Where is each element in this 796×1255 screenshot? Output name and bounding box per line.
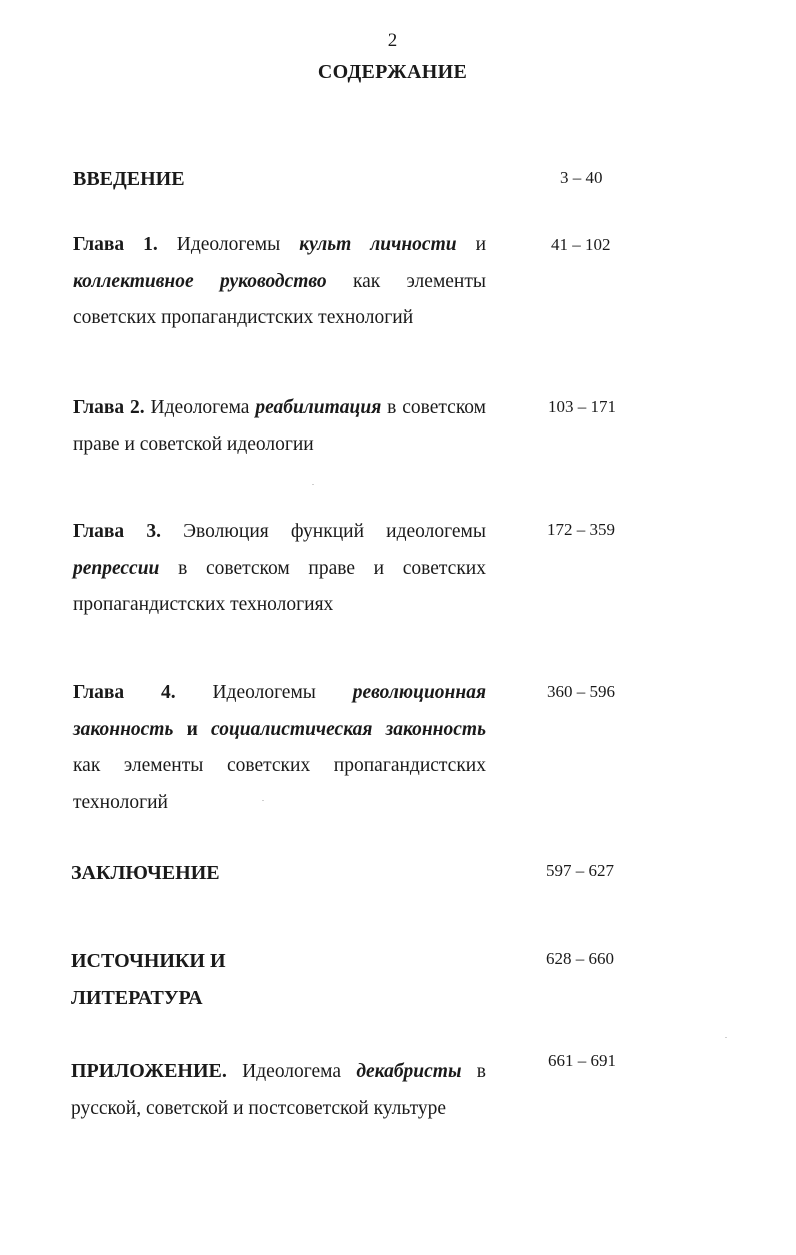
- entry-text-part: в русской, советской и постсоветской культуре: [71, 1061, 487, 1119]
- scan-speck: [725, 1037, 727, 1038]
- entry-text-part: Эволюция функций идеологемы: [183, 521, 486, 542]
- ideologeme-term: социалистическая законность: [211, 718, 486, 740]
- page-title: СОДЕРЖАНИЕ: [317, 61, 468, 83]
- toc-entry-introduction: [73, 161, 486, 199]
- entry-heading: ВВЕДЕНИЕ: [73, 168, 185, 190]
- toc-entry-chapter-1: [73, 227, 486, 337]
- ideologeme-term: репрессии: [73, 557, 160, 579]
- page-range-introduction: 3 – 40: [560, 168, 603, 187]
- entry-text-part: как элементы советских пропагандистских технологий: [73, 270, 486, 328]
- entry-heading: ЛИТЕРАТУРА: [71, 986, 203, 1009]
- ideologeme-term: декабристы: [356, 1061, 462, 1082]
- ideologeme-term: коллективное руководство: [73, 270, 327, 292]
- page-range-chapter-2: 103 – 171: [548, 397, 616, 416]
- page-range-conclusion: 597 – 627: [546, 861, 614, 880]
- entry-text-part: Идеологема: [150, 397, 250, 418]
- chapter-label: Глава 4.: [73, 682, 176, 703]
- entry-text: [73, 514, 486, 624]
- entry-text: [73, 675, 486, 821]
- page-range-sources: 628 – 660: [546, 949, 614, 968]
- entry-text-part: в советском праве и советских пропагандистских технологиях: [73, 557, 486, 615]
- page-range-chapter-3: 172 – 359: [547, 520, 615, 539]
- entry-text-part: в советском праве и советской идеологии: [73, 397, 487, 455]
- entry-text-part: Идеологема: [242, 1061, 342, 1082]
- appendix-label: ПРИЛОЖЕНИЕ.: [71, 1060, 227, 1082]
- entry-text: [73, 227, 486, 337]
- ideologeme-term: реабилитация: [255, 397, 382, 418]
- toc-entry-chapter-3: [73, 514, 486, 624]
- page-range-appendix: 661 – 691: [548, 1051, 616, 1070]
- toc-entry-chapter-4: [73, 675, 486, 821]
- entry-text-part: Идеологемы: [176, 234, 281, 255]
- entry-text-part: и: [475, 234, 487, 255]
- entry-text: [73, 390, 486, 463]
- ideologeme-term: культ личности: [299, 234, 457, 255]
- toc-entry-appendix: [71, 1053, 486, 1127]
- entry-heading: ИСТОЧНИКИ И: [71, 950, 226, 972]
- ideologeme-term: революционная законность: [73, 682, 486, 740]
- toc-entry-sources: [71, 943, 484, 1016]
- page-range-chapter-4: 360 – 596: [547, 682, 615, 701]
- scan-speck: [262, 800, 264, 801]
- page-range-chapter-1: 41 – 102: [551, 235, 611, 254]
- entry-text-part: как элементы советских пропагандистских технологий: [73, 755, 486, 813]
- toc-entry-chapter-2: [73, 390, 486, 463]
- chapter-label: Глава 1.: [73, 234, 158, 255]
- entry-text-part: Идеологемы: [212, 682, 316, 703]
- scan-speck: [312, 484, 314, 485]
- chapter-label: Глава 3.: [73, 521, 161, 542]
- page-number: 2: [387, 30, 398, 51]
- entry-text-part: и: [186, 718, 198, 740]
- toc-entry-conclusion: [71, 855, 484, 893]
- entry-heading: ЗАКЛЮЧЕНИЕ: [71, 862, 220, 884]
- chapter-label: Глава 2.: [73, 397, 145, 418]
- entry-text: [71, 1053, 486, 1127]
